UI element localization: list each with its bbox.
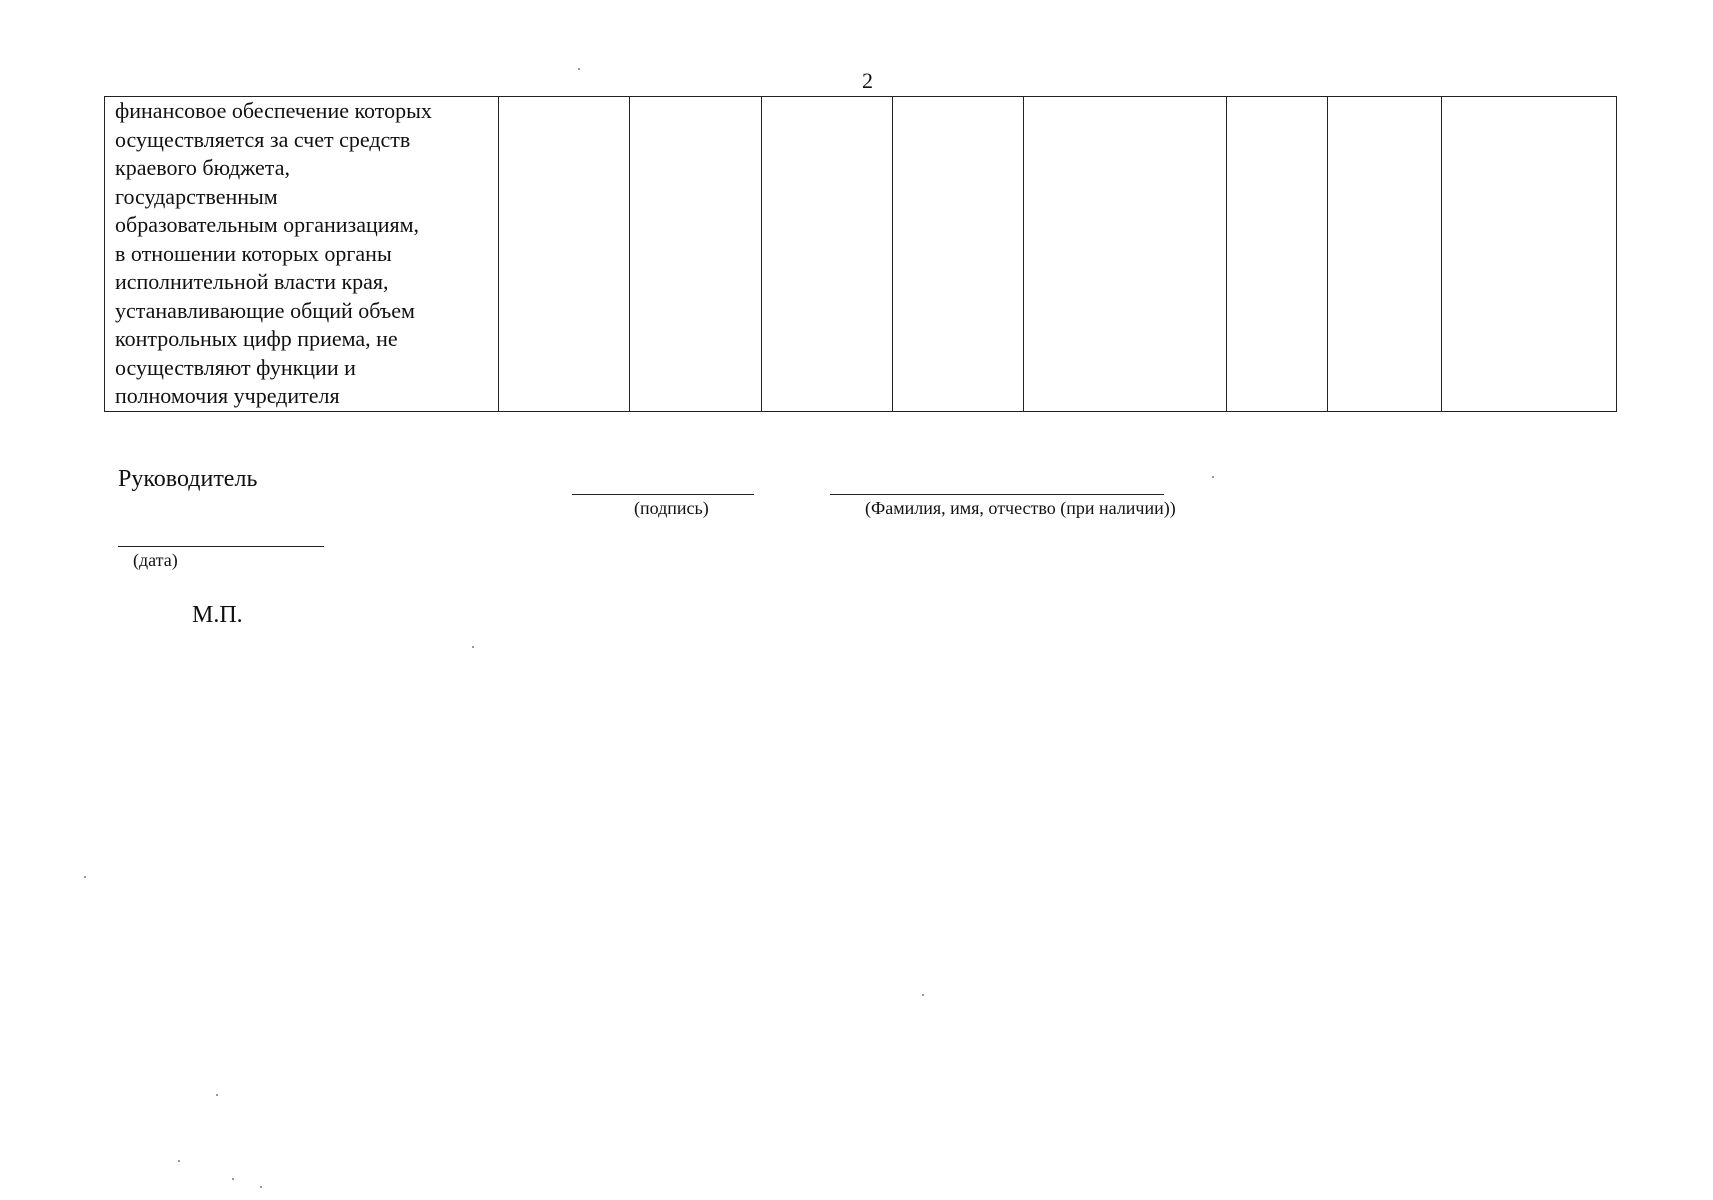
scan-speck bbox=[922, 994, 924, 996]
empty-cell bbox=[762, 97, 893, 412]
row-label-line: краевого бюджета, bbox=[115, 155, 290, 180]
name-caption: (Фамилия, имя, отчество (при наличии)) bbox=[865, 498, 1176, 518]
table-row bbox=[105, 97, 1617, 412]
head-label: Руководитель bbox=[118, 466, 258, 492]
date-caption: (дата) bbox=[133, 550, 178, 570]
row-label-line: осуществляется за счет средств bbox=[115, 126, 411, 152]
scan-speck bbox=[178, 1160, 180, 1162]
page-number: 2 bbox=[862, 68, 873, 93]
date-line bbox=[118, 546, 324, 547]
signature-line bbox=[572, 494, 754, 495]
name-line bbox=[830, 494, 1164, 495]
empty-cell bbox=[893, 97, 1024, 412]
scan-speck bbox=[84, 876, 86, 878]
empty-cell bbox=[1227, 97, 1328, 412]
scan-speck bbox=[1212, 476, 1214, 478]
row-label-line: исполнительной власти края, bbox=[115, 269, 389, 294]
scan-speck bbox=[578, 68, 580, 70]
row-label-line: в отношении которых органы bbox=[115, 240, 392, 266]
scan-speck bbox=[260, 1186, 262, 1188]
scan-speck bbox=[232, 1178, 234, 1180]
signature-caption: (подпись) bbox=[634, 498, 709, 518]
empty-cell bbox=[630, 97, 762, 412]
empty-cell bbox=[1442, 97, 1617, 412]
data-table bbox=[104, 96, 1617, 412]
row-label-line: образовательным организациям, bbox=[115, 212, 420, 237]
row-label-line: осуществляют функции и bbox=[115, 354, 356, 380]
row-label-line: финансовое обеспечение которых bbox=[115, 98, 432, 123]
row-label-cell bbox=[105, 97, 499, 412]
empty-cell bbox=[1024, 97, 1227, 412]
scan-speck bbox=[472, 646, 474, 648]
row-label-line: полномочия учредителя bbox=[115, 383, 340, 408]
empty-cell bbox=[1328, 97, 1442, 412]
stamp-label: М.П. bbox=[192, 602, 243, 628]
row-label-line: устанавливающие общий объем bbox=[115, 297, 415, 323]
empty-cell bbox=[499, 97, 630, 412]
row-label-line: государственным bbox=[115, 183, 278, 209]
row-label-line: контрольных цифр приема, не bbox=[115, 326, 398, 351]
scan-speck bbox=[216, 1094, 218, 1096]
